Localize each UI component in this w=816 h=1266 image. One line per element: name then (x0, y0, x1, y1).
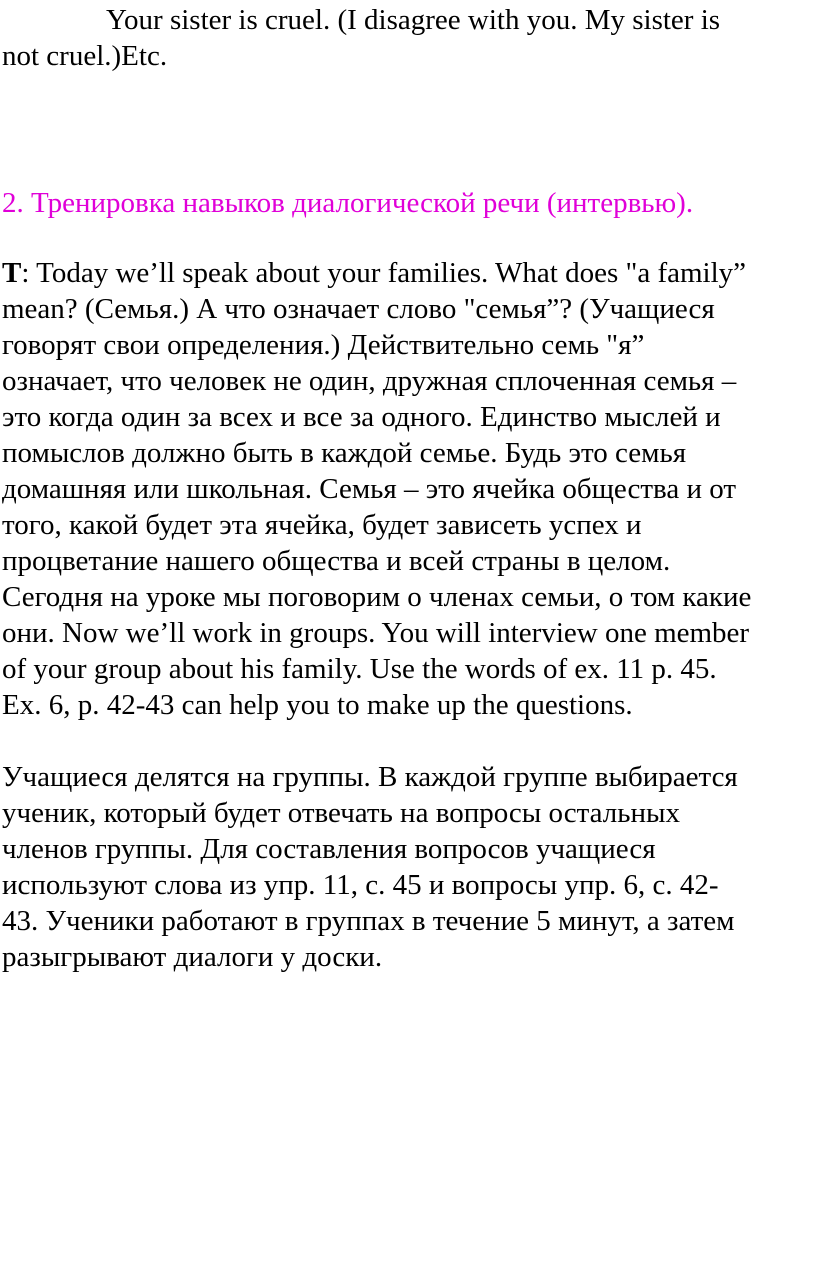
teacher-label: T (2, 257, 22, 289)
teacher-line: помыслов должно быть в каждой семье. Будь это семья (2, 437, 687, 469)
teacher-line: это когда один за всех и все за одного. Единство мыслей и (2, 401, 721, 433)
teacher-line: Ex. 6, p. 42-43 can help you to make up the questions. (2, 689, 633, 721)
students-line: Учащиеся делятся на группы. В каждой группе выбирается (2, 761, 738, 793)
teacher-line: mean? (Семья.) А что означает слово "семья”? (Учащиеся (2, 293, 715, 325)
teacher-first-line-text: : Today we’ll speak about your families. What does "a family” (21, 257, 747, 289)
section-heading (2, 185, 816, 221)
teacher-line: они. Now we’ll work in groups. You will interview one member (2, 617, 750, 649)
intro-line: Your sister is cruel. (I disagree with you. My sister is (106, 4, 721, 36)
teacher-line: Сегодня на уроке мы поговорим о членах семьи, о том какие (2, 581, 752, 613)
students-line: разыгрывают диалоги у доски. (2, 941, 383, 973)
intro-line: not cruel.)Etc. (2, 40, 168, 72)
teacher-line: процветание нашего общества и всей страны в целом. (2, 545, 671, 577)
teacher-paragraph (2, 255, 816, 723)
students-line: членов группы. Для составления вопросов учащиеся (2, 833, 656, 865)
teacher-line: of your group about his family. Use the words of ex. 11 p. 45. (2, 653, 717, 685)
intro-paragraph (2, 2, 816, 74)
students-line: 43. Ученики работают в группах в течение 5 минут, а затем (2, 905, 735, 937)
teacher-first-line (2, 255, 816, 291)
students-line: используют слова из упр. 11, с. 45 и вопросы упр. 6, с. 42- (2, 869, 719, 901)
teacher-line: домашняя или школьная. Семья – это ячейка общества и от (2, 473, 737, 505)
section-heading-text: 2. Тренировка навыков диалогической речи (интервью). (2, 187, 694, 219)
students-line: ученик, который будет отвечать на вопросы остальных (2, 797, 680, 829)
students-paragraph (2, 759, 816, 975)
teacher-line: того, какой будет эта ячейка, будет зависеть успех и (2, 509, 642, 541)
teacher-line: говорят свои определения.) Действительно семь "я” (2, 329, 645, 361)
teacher-line: означает, что человек не один, дружная сплоченная семья – (2, 365, 737, 397)
